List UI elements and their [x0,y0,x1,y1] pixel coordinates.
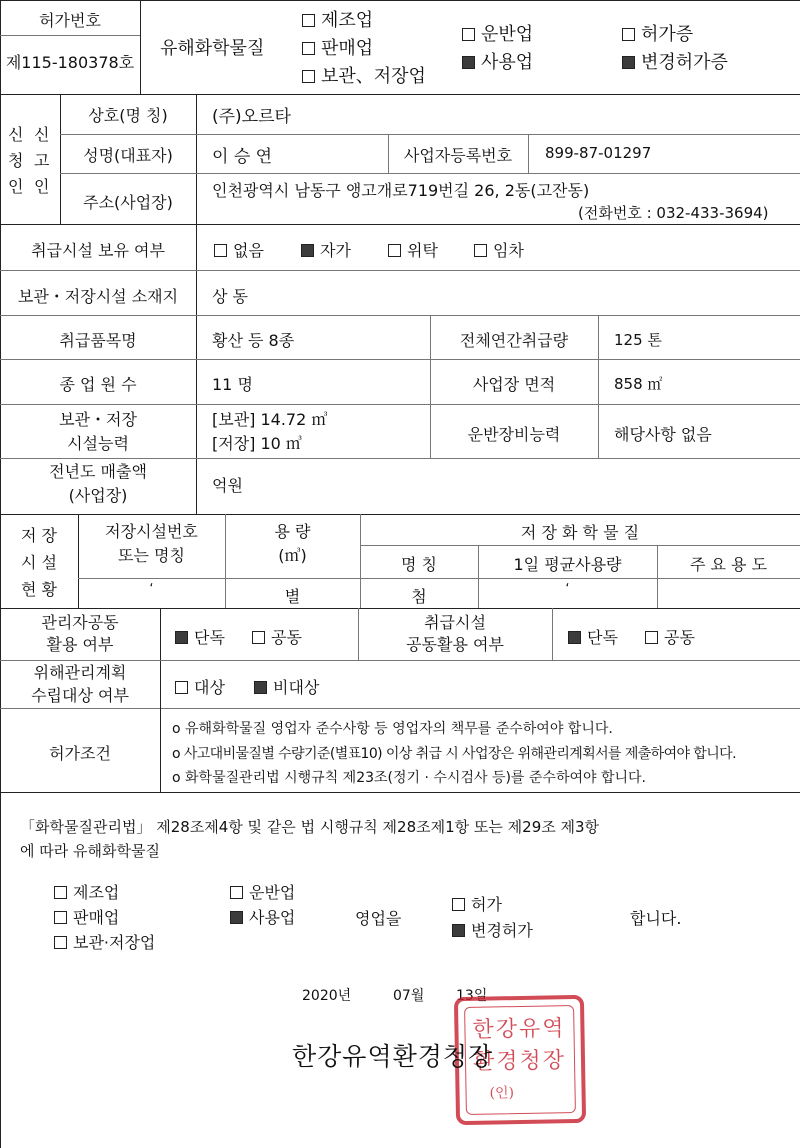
company-label: 상호(명 칭) [88,106,168,125]
storage-location-label: 보관・저장시설 소재지 [17,287,179,306]
statement-storage: 보관·저장업 [54,930,155,953]
manager-single-checkbox [175,631,188,644]
statement-line-1: 「화학물질관리법」 제28조제4항 및 같은 법 시행규칙 제28조제1항 또는 제29조 제3항 [20,818,600,836]
statement-change-permit-checkbox [452,924,465,937]
facility-shared-label: 취급시설 공동활용 여부 [406,613,504,654]
employees-value: 11 명 [212,375,253,394]
type-change-permit-checkbox [622,56,635,69]
type-permit: 허가증 [622,20,693,46]
site-area-label: 사업장 면적 [472,375,556,394]
type-permit-checkbox [622,28,635,41]
annual-amount-value: 125 톤 [614,331,662,349]
type-transport: 운반업 [462,20,533,46]
ownership-none: 없음 [214,238,264,261]
facility-number-label: 저장시설번호 또는 명칭 [105,522,198,565]
permit-number-value: 제115-180378호 [5,53,135,72]
type-storage-checkbox [302,70,315,83]
items-label: 취급품목명 [59,331,137,350]
ownership-lease: 임차 [474,238,524,261]
statement-manufacture: 제조업 [54,880,119,903]
manager-shared-label: 관리자공동 활용 여부 [41,613,119,654]
facility-joint: 공동 [645,625,695,648]
sales-label: 전년도 매출액 (사업장) [49,462,147,505]
storage-capacity-label: 용 량 (㎥) [274,522,311,565]
transport-value: 해당사항 없음 [614,425,712,444]
issue-month: 07월 [393,988,425,1004]
risk-plan-label: 위해관리계획 수립대상 여부 [31,663,129,705]
manager-single: 단독 [175,625,225,648]
type-manufacture: 제조업 [302,6,373,32]
statement-permit: 허가 [452,892,502,915]
issue-day: 13일 [456,988,488,1004]
statement-end-text: 합니다. [630,909,682,928]
type-sales: 판매업 [302,34,373,60]
storage-side-label: 저 장 시 설 현 황 [21,526,57,599]
business-number-label: 사업자등록번호 [403,146,513,165]
representative-value: 이 승 연 [212,147,273,167]
type-change-permit: 변경허가증 [622,48,728,74]
statement-middle-text: 영업을 [355,909,402,928]
stored-chemicals-label: 저 장 화 학 물 질 [520,523,640,542]
employees-label: 종 업 원 수 [59,375,137,394]
type-sales-checkbox [302,42,315,55]
address-value: 인천광역시 남동구 앵고개로719번길 26, 2동(고잔동) [212,181,590,200]
issuer-name: 한강유역환경청장 [292,1042,494,1071]
statement-permit-checkbox [452,898,465,911]
statement-transport: 운반업 [230,880,295,903]
storage-row-mark-1: ‘ [149,582,154,597]
company-value: (주)오르타 [212,107,291,127]
type-transport-checkbox [462,28,475,41]
address-label: 주소(사업장) [83,193,173,212]
manager-joint-checkbox [252,631,265,644]
ownership-own: 자가 [301,238,351,261]
site-area-value: 858 ㎡ [614,375,663,393]
statement-sales-checkbox [54,911,67,924]
storage-location-value: 상 동 [212,287,248,306]
applicant-side-label-2: 신 고 인 [34,125,50,196]
chemical-name-label: 명 칭 [401,555,437,574]
statement-storage-checkbox [54,936,67,949]
statement-sales: 판매업 [54,905,119,928]
statement-change-permit: 변경허가 [452,918,533,941]
permit-number-label: 허가번호 [39,11,101,30]
risk-non-target-checkbox [254,681,267,694]
sales-value: 억원 [212,476,243,495]
applicant-side-label-1: 신 청 인 [8,125,24,196]
ownership-label: 취급시설 보유 여부 [31,241,165,260]
condition-item-3: o 화학물질관리법 시행규칙 제23조(정기 · 수시검사 등)를 준수하여야 합니다. [172,770,646,786]
statement-manufacture-checkbox [54,886,67,899]
statement-transport-checkbox [230,886,243,899]
facility-single: 단독 [568,625,618,648]
risk-target: 대상 [175,675,225,698]
capacity-label: 보관・저장 시설능력 [59,410,137,453]
substance-title: 유해화학물질 [160,38,265,59]
condition-item-1: o 유해화학물질 영업자 준수사항 등 영업자의 책무를 준수하여야 합니다. [172,721,613,737]
facility-joint-checkbox [645,631,658,644]
storage-row-mark-3: 첨 [411,587,427,606]
ownership-own-checkbox [301,244,314,257]
type-use: 사용업 [462,48,533,74]
storage-row-mark-2: 별 [284,587,301,606]
phone-value: (전화번호 : 032-433-3694) [578,204,769,222]
annual-amount-label: 전체연간취급량 [459,331,569,350]
ownership-consign-checkbox [388,244,401,257]
type-storage: 보관、저장업 [302,62,426,88]
representative-label: 성명(대표자) [83,146,173,165]
type-use-checkbox [462,56,475,69]
capacity-value: [보관] 14.72 ㎥ [저장] 10 ㎥ [212,410,328,453]
statement-use-checkbox [230,911,243,924]
risk-target-checkbox [175,681,188,694]
risk-non-target: 비대상 [254,675,319,698]
condition-item-2: o 사고대비물질별 수량기준(별표10) 이상 취급 시 사업장은 위해관리계획서를 제출하여야 합니다. [172,746,736,762]
business-number-value: 899-87-01297 [545,144,652,162]
storage-row-mark-4: ‘ [565,582,570,597]
statement-use: 사용업 [230,905,295,928]
items-value: 황산 등 8종 [212,331,295,350]
main-use-label: 주 요 용 도 [689,555,768,574]
type-manufacture-checkbox [302,14,315,27]
issue-year: 2020년 [302,988,352,1004]
manager-joint: 공동 [252,625,302,648]
official-seal-stamp: 한강유역 환경청장 (인) [454,995,586,1125]
ownership-consign: 위탁 [388,238,438,261]
daily-usage-label: 1일 평균사용량 [513,555,622,574]
transport-label: 운반장비능력 [467,425,561,444]
ownership-none-checkbox [214,244,227,257]
conditions-label: 허가조건 [49,744,111,763]
ownership-lease-checkbox [474,244,487,257]
facility-single-checkbox [568,631,581,644]
statement-line-2: 에 따라 유해화학물질 [20,842,160,860]
